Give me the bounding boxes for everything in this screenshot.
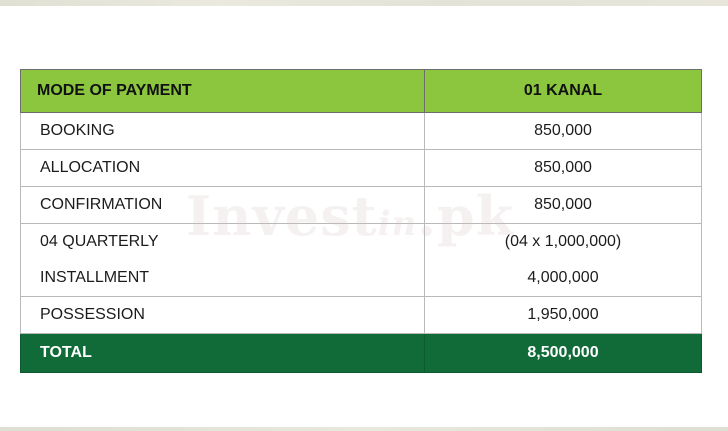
row-value: 850,000 [425,113,702,150]
row-value: (04 x 1,000,000) [425,224,702,261]
table-row-total [21,334,702,373]
header-01-kanal: 01 KANAL [425,70,702,113]
header-mode-of-payment: MODE OF PAYMENT [21,70,425,113]
row-label: CONFIRMATION [21,187,425,224]
row-value: 4,000,000 [425,260,702,297]
row-value: 1,950,000 [425,297,702,334]
table-header-row [21,70,702,113]
watermark-small: in [377,204,418,244]
table-row-confirmation [21,187,702,224]
table-row-allocation [21,150,702,187]
payment-plan-table [20,69,702,373]
table-row-installment [21,260,702,297]
table-row-possession [21,297,702,334]
row-label: INSTALLMENT [21,260,425,297]
watermark-main: Invest [186,184,378,248]
table-row-booking [21,113,702,150]
row-label: ALLOCATION [21,150,425,187]
watermark-suffix: .pk [417,184,515,248]
total-value: 8,500,000 [425,334,702,373]
top-image-strip [0,0,728,6]
table-row-quarterly [21,224,702,261]
row-label: 04 QUARTERLY [21,224,425,261]
total-label: TOTAL [21,334,425,373]
row-label: BOOKING [21,113,425,150]
row-value: 850,000 [425,187,702,224]
row-label: POSSESSION [21,297,425,334]
row-value: 850,000 [425,150,702,187]
bottom-image-strip [0,427,728,431]
